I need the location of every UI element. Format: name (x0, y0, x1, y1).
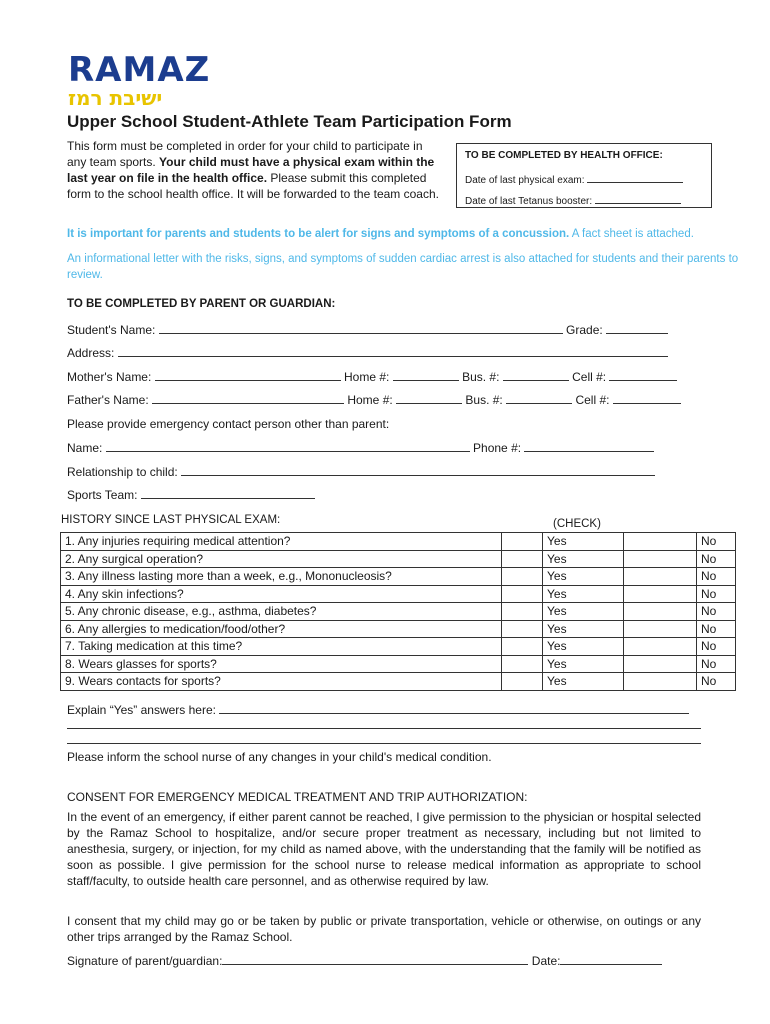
history-question: 7. Taking medication at this time? (61, 638, 502, 656)
mother-cell-label: Cell #: (572, 370, 607, 384)
father-bus-input[interactable] (506, 392, 572, 404)
no-label: No (697, 585, 736, 603)
father-cell-label: Cell #: (575, 393, 610, 407)
grade-input[interactable] (606, 322, 668, 334)
yes-checkbox[interactable] (502, 533, 543, 551)
yes-label: Yes (543, 568, 624, 586)
father-name-input[interactable] (152, 392, 344, 404)
health-office-heading: TO BE COMPLETED BY HEALTH OFFICE: (465, 150, 663, 161)
history-question: 5. Any chronic disease, e.g., asthma, diabetes? (61, 603, 502, 621)
mother-cell-input[interactable] (609, 369, 677, 381)
mother-name-input[interactable] (155, 369, 341, 381)
mother-row (67, 369, 677, 384)
signature-label: Signature of parent/guardian: (67, 954, 223, 968)
emergency-name-label: Name: (67, 441, 103, 455)
history-row (61, 620, 736, 638)
sports-team-input[interactable] (141, 487, 315, 499)
no-checkbox[interactable] (624, 550, 697, 568)
student-name-row (67, 322, 668, 337)
form-title: Upper School Student-Athlete Team Participation Form (67, 112, 512, 131)
tetanus-label: Date of last Tetanus booster: (465, 196, 593, 207)
sports-team-label: Sports Team: (67, 488, 138, 502)
father-home-input[interactable] (396, 392, 462, 404)
yes-label: Yes (543, 585, 624, 603)
intro-text-2: Please submit this completed form to the school health office. It will be forwarded to the team coach. (67, 171, 439, 201)
intro-text (67, 138, 445, 202)
inform-nurse-text: Please inform the school nurse of any changes in your child's medical condition. (67, 750, 492, 764)
yes-checkbox[interactable] (502, 638, 543, 656)
history-question: 4. Any skin infections? (61, 585, 502, 603)
signature-input[interactable] (222, 953, 528, 965)
no-checkbox[interactable] (624, 673, 697, 691)
history-question: 3. Any illness lasting more than a week, e.g., Mononucleosis? (61, 568, 502, 586)
no-label: No (697, 620, 736, 638)
signature-row (67, 953, 662, 968)
no-checkbox[interactable] (624, 603, 697, 621)
yes-checkbox[interactable] (502, 620, 543, 638)
explain-line-2[interactable] (67, 728, 701, 729)
history-table (60, 532, 736, 691)
student-name-input[interactable] (159, 322, 563, 334)
last-physical-field (465, 171, 703, 186)
father-home-label: Home #: (347, 393, 393, 407)
history-row (61, 603, 736, 621)
yes-checkbox[interactable] (502, 568, 543, 586)
explain-row (67, 702, 689, 717)
history-question: 8. Wears glasses for sports? (61, 655, 502, 673)
relationship-label: Relationship to child: (67, 465, 178, 479)
no-checkbox[interactable] (624, 568, 697, 586)
consent-paragraph-2: I consent that my child may go or be taken by public or private transportation, vehicle or otherwise, on outings or any other trips arranged by the Ramaz School. (67, 914, 701, 944)
history-row (61, 585, 736, 603)
father-row (67, 392, 681, 407)
history-heading: HISTORY SINCE LAST PHYSICAL EXAM: (61, 514, 281, 526)
mother-home-label: Home #: (344, 370, 390, 384)
concussion-notice (67, 228, 694, 240)
father-cell-input[interactable] (613, 392, 681, 404)
explain-line-3[interactable] (67, 743, 701, 744)
history-question: 1. Any injuries requiring medical attention? (61, 533, 502, 551)
tetanus-field (465, 192, 703, 207)
father-bus-label: Bus. #: (465, 393, 503, 407)
emergency-prompt: Please provide emergency contact person other than parent: (67, 417, 390, 431)
intro-bold: Your child must have a physical exam within the last year on file in the health office. (67, 155, 435, 185)
history-question: 6. Any allergies to medication/food/other? (61, 620, 502, 638)
yes-label: Yes (543, 673, 624, 691)
mother-home-input[interactable] (393, 369, 459, 381)
student-name-label: Student's Name: (67, 323, 156, 337)
check-heading: (CHECK) (553, 518, 601, 530)
last-physical-input[interactable] (587, 171, 683, 183)
no-label: No (697, 550, 736, 568)
history-row (61, 655, 736, 673)
grade-label: Grade: (566, 323, 603, 337)
yes-checkbox[interactable] (502, 655, 543, 673)
history-row (61, 550, 736, 568)
mother-bus-input[interactable] (503, 369, 569, 381)
no-label: No (697, 603, 736, 621)
yes-checkbox[interactable] (502, 673, 543, 691)
intro-text-1: This form must be completed in order for your child to participate in any team sports. (67, 139, 423, 169)
history-row (61, 673, 736, 691)
no-checkbox[interactable] (624, 655, 697, 673)
no-label: No (697, 568, 736, 586)
yes-label: Yes (543, 638, 624, 656)
no-checkbox[interactable] (624, 620, 697, 638)
last-physical-label: Date of last physical exam: (465, 175, 585, 186)
yes-label: Yes (543, 550, 624, 568)
history-question: 2. Any surgical operation? (61, 550, 502, 568)
history-question: 9. Wears contacts for sports? (61, 673, 502, 691)
concussion-notice-bold: It is important for parents and students to be alert for signs and symptoms of a concussion. (67, 228, 570, 240)
emergency-name-row (67, 440, 654, 455)
yes-label: Yes (543, 655, 624, 673)
yes-label: Yes (543, 620, 624, 638)
history-row (61, 568, 736, 586)
mother-name-label: Mother's Name: (67, 370, 152, 384)
ramaz-logo: RAMAZ (68, 50, 211, 90)
no-label: No (697, 655, 736, 673)
yes-checkbox[interactable] (502, 603, 543, 621)
explain-input[interactable] (219, 702, 689, 714)
sports-team-row (67, 487, 315, 502)
no-checkbox[interactable] (624, 585, 697, 603)
consent-heading: CONSENT FOR EMERGENCY MEDICAL TREATMENT AND TRIP AUTHORIZATION: (67, 790, 528, 804)
address-label: Address: (67, 346, 115, 360)
relationship-row (67, 464, 655, 479)
mother-bus-label: Bus. #: (462, 370, 500, 384)
tetanus-input[interactable] (595, 192, 681, 204)
address-input[interactable] (118, 345, 668, 357)
no-checkbox[interactable] (624, 533, 697, 551)
ramaz-logo-hebrew: ישיבת רמז (68, 86, 163, 110)
yes-checkbox[interactable] (502, 585, 543, 603)
no-label: No (697, 638, 736, 656)
emergency-phone-label: Phone #: (473, 441, 522, 455)
no-label: No (697, 673, 736, 691)
explain-label: Explain “Yes” answers here: (67, 703, 216, 717)
emergency-name-input[interactable] (106, 440, 470, 452)
health-office-box (456, 143, 712, 208)
date-label: Date: (531, 954, 561, 968)
history-row (61, 638, 736, 656)
history-row (61, 533, 736, 551)
consent-paragraph-1: In the event of an emergency, if either parent cannot be reached, I give permission to the physician or hospital selected by the Ramaz School to hospitalize, and/or secure proper treatment as necessary, including but not limited to anesthesia, surgery, or injection, for my child as named above, with the understanding that the family will be notified as soon as possible. I give permission for the school nurse to release medical information as appropriate to school staff/faculty, to outside health care personnel, and as otherwise required by law. (67, 810, 701, 888)
date-input[interactable] (560, 953, 662, 965)
no-label: No (697, 533, 736, 551)
father-name-label: Father's Name: (67, 393, 149, 407)
address-row (67, 345, 668, 360)
concussion-notice-rest: A fact sheet is attached. (569, 228, 694, 240)
yes-label: Yes (543, 603, 624, 621)
emergency-phone-input[interactable] (524, 440, 654, 452)
relationship-input[interactable] (181, 464, 655, 476)
yes-label: Yes (543, 533, 624, 551)
yes-checkbox[interactable] (502, 550, 543, 568)
cardiac-notice: An informational letter with the risks, signs, and symptoms of sudden cardiac arrest is also attached for students and their parents to review. (67, 253, 739, 281)
no-checkbox[interactable] (624, 638, 697, 656)
parent-section-heading: TO BE COMPLETED BY PARENT OR GUARDIAN: (67, 298, 336, 310)
